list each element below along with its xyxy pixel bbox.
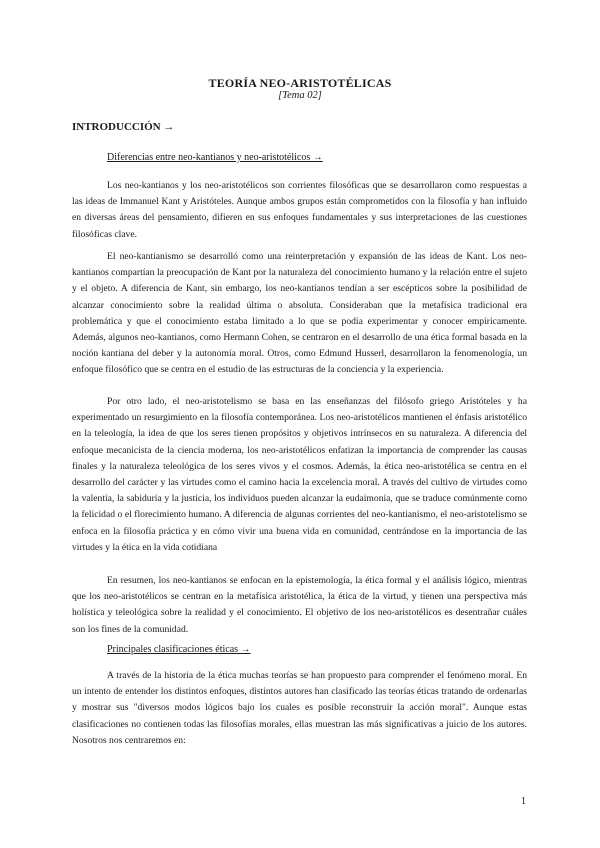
page-number: 1: [521, 796, 526, 807]
paragraph: El neo-kantianismo se desarrolló como una reinterpretación y expansión de las ideas de Kant. Los neo-kantianos compartían la preocupación de Kant por la naturaleza del conocimiento humano y la relación entre el sujeto y el objeto. A diferencia de Kant, sin embargo, los neo-kantianos tendían a ser escépticos sobre la posibilidad de alcanzar conocimiento sobre la realidad última o absoluta. Consideraban que la metafísica tradicional era problemática y que el conocimiento estaba limitado a lo que se podía experimentar y conocer empíricamente. Además, algunos neo-kantianos, como Hermann Cohen, se centraron en el desarrollo de una ética formal basada en la noción kantiana del deber y la autonomía moral. Otros, como Edmund Husserl, desarrollaron la fenomenología, un enfoque filosófico que se centra en el estudio de las estructuras de la conciencia y la experiencia.: [72, 251, 527, 376]
paragraph: Los neo-kantianos y los neo-aristotélicos son corrientes filosóficas que se desarrollaron como respuestas a las ideas de Immanuel Kant y Aristóteles. Aunque ambos grupos están comprometidos con la filosofía y han influido en diversas áreas del pensamiento, difieren en sus enfoques fundamentales y sus interpretaciones de las cuestiones filosóficas clave.: [72, 180, 527, 240]
document-title: TEORÍA NEO-ARISTOTÉLICAS: [208, 76, 392, 90]
document-subtitle: [Tema 02]: [278, 90, 322, 101]
section-heading: INTRODUCCIÓN →: [72, 121, 175, 133]
paragraph: Por otro lado, el neo-aristotelismo se basa en las enseñanzas del filósofo griego Aristóteles y ha experimentado un resurgimiento en la filosofía contemporánea. Los neo-aristotélicos mantienen el énfasis aristotélico en la teleología, la idea de que los seres tienen propósitos y objetivos intrínsecos en su naturaleza. A diferencia del enfoque mecanicista de la ciencia moderna, los neo-aristotélicos enfatizan la importancia de comprender las causas finales y la naturaleza teleológica de los seres vivos y el cosmos. Además, la ética neo-aristotélica se centra en el desarrollo del carácter y las virtudes como el camino hacia la excelencia moral. A través del cultivo de virtudes como la valentía, la sabiduría y la justicia, los individuos pueden alcanzar la eudaimonía, que se traduce comúnmente como la felicidad o el florecimiento humano. A diferencia de algunas corrientes del neo-kantianismo, el neo-aristotelismo se enfoca en la filosofía práctica y en cómo vivir una buena vida en comunidad, centrándose en la importancia de las virtudes y la ética en la vida cotidiana: [72, 396, 527, 553]
paragraph: A través de la historia de la ética muchas teorías se han propuesto para comprender el fenómeno moral. En un intento de entender los distintos enfoques, distintos autores han clasificado las teorías éticas tratando de ordenarlas y mostrar sus "diversos modos lógicos bajo los cuales es posible reconstruir la acción moral". Aunque estas clasificaciones no contienen todas las filosofías morales, ellas muestran las más significativas a juicio de los autores. Nosotros nos centraremos en:: [72, 670, 527, 746]
subsection-heading-differences: Diferencias entre neo-kantianos y neo-aristotélicos →: [107, 152, 323, 163]
paragraph: En resumen, los neo-kantianos se enfocan en la epistemología, la ética formal y el análisis lógico, mientras que los neo-aristotélicos se centran en la metafísica aristotélica, la ética de la virtud, y tienen una perspectiva más holística y teleológica sobre la realidad y el conocimiento. El objetivo de los neo-aristotélicos es desentrañar cuáles son los fines de la comunidad.: [72, 575, 527, 635]
subsection-heading-classifications: Principales clasificaciones éticas →: [107, 644, 251, 655]
